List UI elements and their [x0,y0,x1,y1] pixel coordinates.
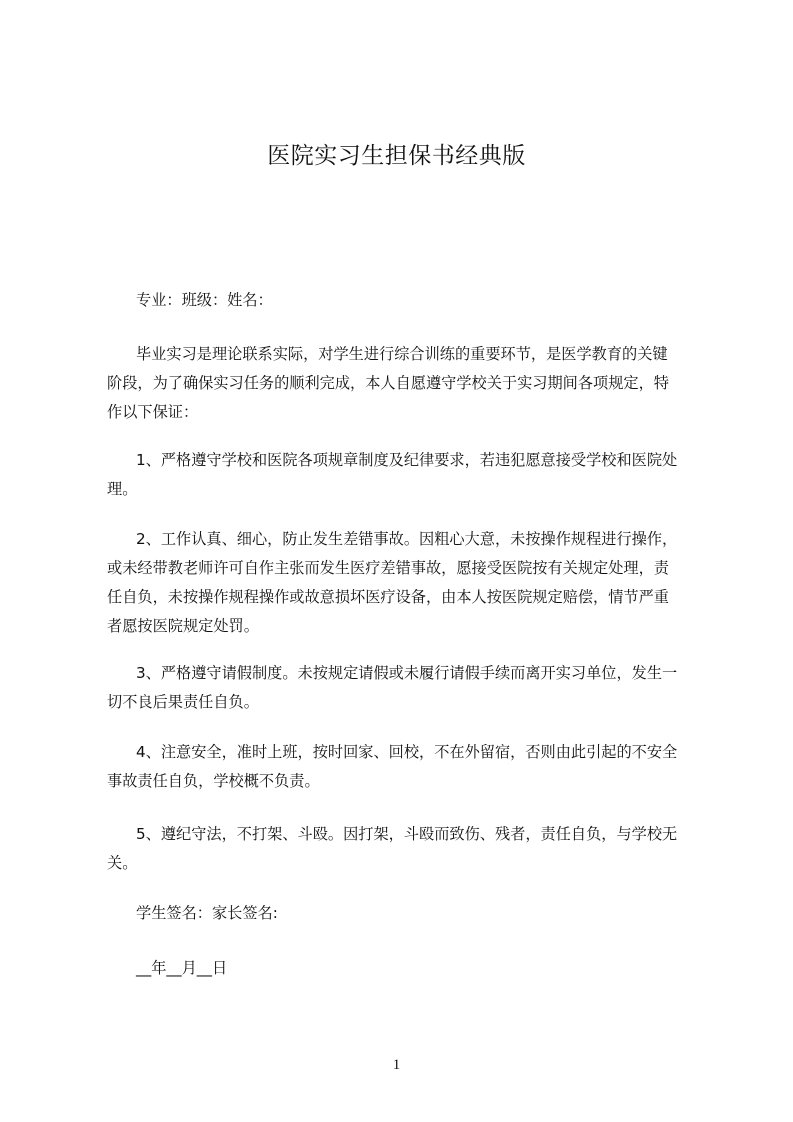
fields-line: 专业：班级：姓名： [136,291,273,309]
signature-block [107,899,711,928]
date-block [107,954,711,983]
pledge-line: 任自负，未按操作规程操作或故意损坏医疗设备，由本人按医院规定赔偿，情节严重 [107,588,669,606]
pledge-line: 4、注意安全，准时上班，按时回家、回校，不在外留宿，否则由此引起的不安全 [136,743,678,761]
pledge-item-4 [107,738,711,796]
pledge-line: 事故责任自负，学校概不负责。 [107,772,320,790]
pledge-line: 或未经带教老师许可自作主张而发生医疗差错事故，愿接受医院按有关规定处理，责 [107,559,669,577]
pledge-item-2 [107,525,711,641]
pledge-line: 者愿按医院规定处罚。 [107,617,259,635]
intro-line: 阶段，为了确保实习任务的顺利完成，本人自愿遵守学校关于实习期间各项规定，特 [107,374,669,392]
page-number: 1 [392,1057,401,1073]
pledge-item-1 [107,446,711,504]
pledge-item-5 [107,820,711,878]
pledge-line: 2、工作认真、细心，防止发生差错事故。因粗心大意，未按操作规程进行操作， [136,530,678,548]
intro-paragraph [107,340,711,427]
document-title: 医院实习生担保书经典版 [267,143,526,169]
pledge-line: 3、严格遵守请假制度。未按规定请假或未履行请假手续而离开实习单位，发生一 [136,664,678,682]
intro-line: 毕业实习是理论联系实际，对学生进行综合训练的重要环节，是医学教育的关键 [136,345,668,363]
pledge-line: 5、遵纪守法，不打架、斗殴。因打架，斗殴而致伤、残者，责任自负，与学校无 [136,825,678,843]
pledge-line: 1、严格遵守学校和医院各项规章制度及纪律要求，若违犯愿意接受学校和医院处 [136,451,678,469]
student-info-fields [107,286,711,315]
signature-line: 学生签名：家长签名: [136,904,278,922]
pledge-item-3 [107,659,711,717]
pledge-line: 理。 [107,480,138,498]
pledge-line: 关。 [107,854,138,872]
intro-line: 作以下保证： [107,403,199,421]
pledge-line: 切不良后果责任自负。 [107,693,259,711]
date-line: __年__月__日 [136,959,228,977]
